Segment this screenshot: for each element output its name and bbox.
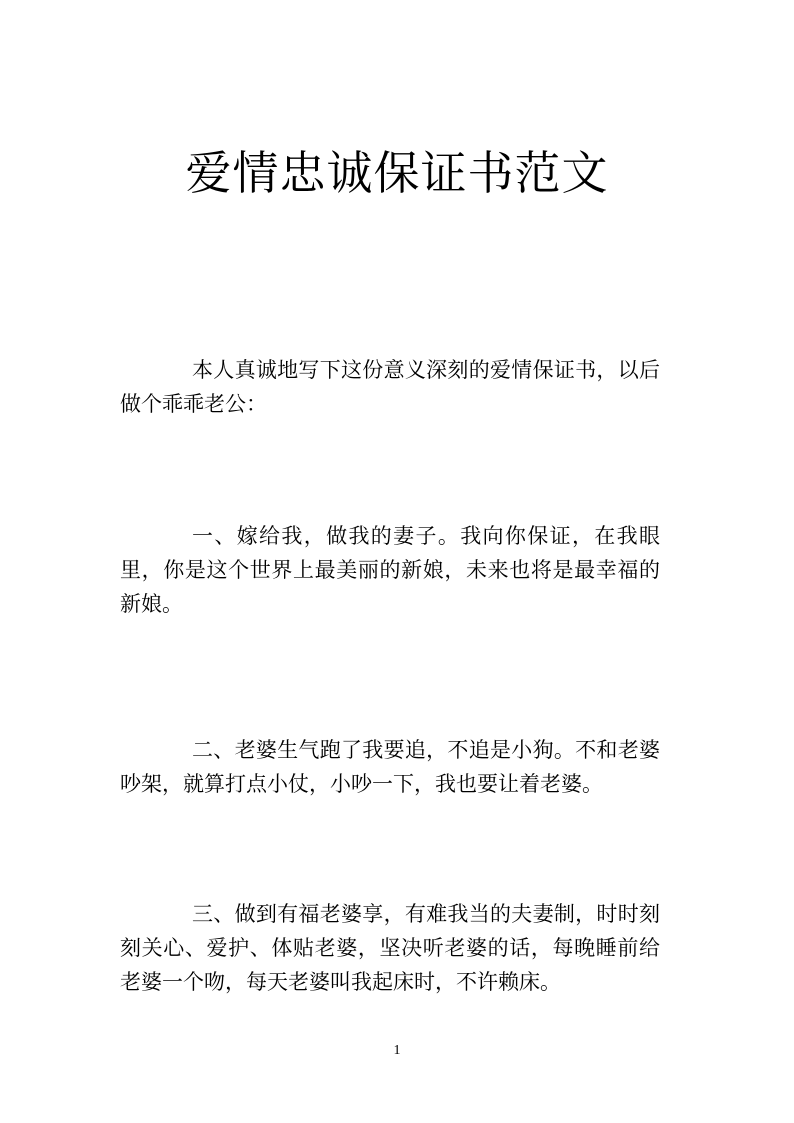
paragraph-pledge-one: 一、嫁给我，做我的妻子。我向你保证，在我眼里，你是这个世界上最美丽的新娘，未来也将是最幸福的新娘。 — [120, 524, 660, 616]
page-number: 1 — [393, 1043, 401, 1058]
paragraph-pledge-three: 三、做到有福老婆享，有难我当的夫妻制，时时刻刻关心、爱护、体贴老婆，坚决听老婆的话，每晚睡前给老婆一个吻，每天老婆叫我起床时，不许赖床。 — [120, 902, 660, 994]
document-title: 爱情忠诚保证书范文 — [185, 146, 609, 200]
paragraph-pledge-two: 二、老婆生气跑了我要追，不追是小狗。不和老婆吵架，就算打点小仗，小吵一下，我也要让着老婆。 — [120, 738, 660, 796]
paragraph-intro: 本人真诚地写下这份意义深刻的爱情保证书，以后做个乖乖老公： — [120, 358, 660, 416]
